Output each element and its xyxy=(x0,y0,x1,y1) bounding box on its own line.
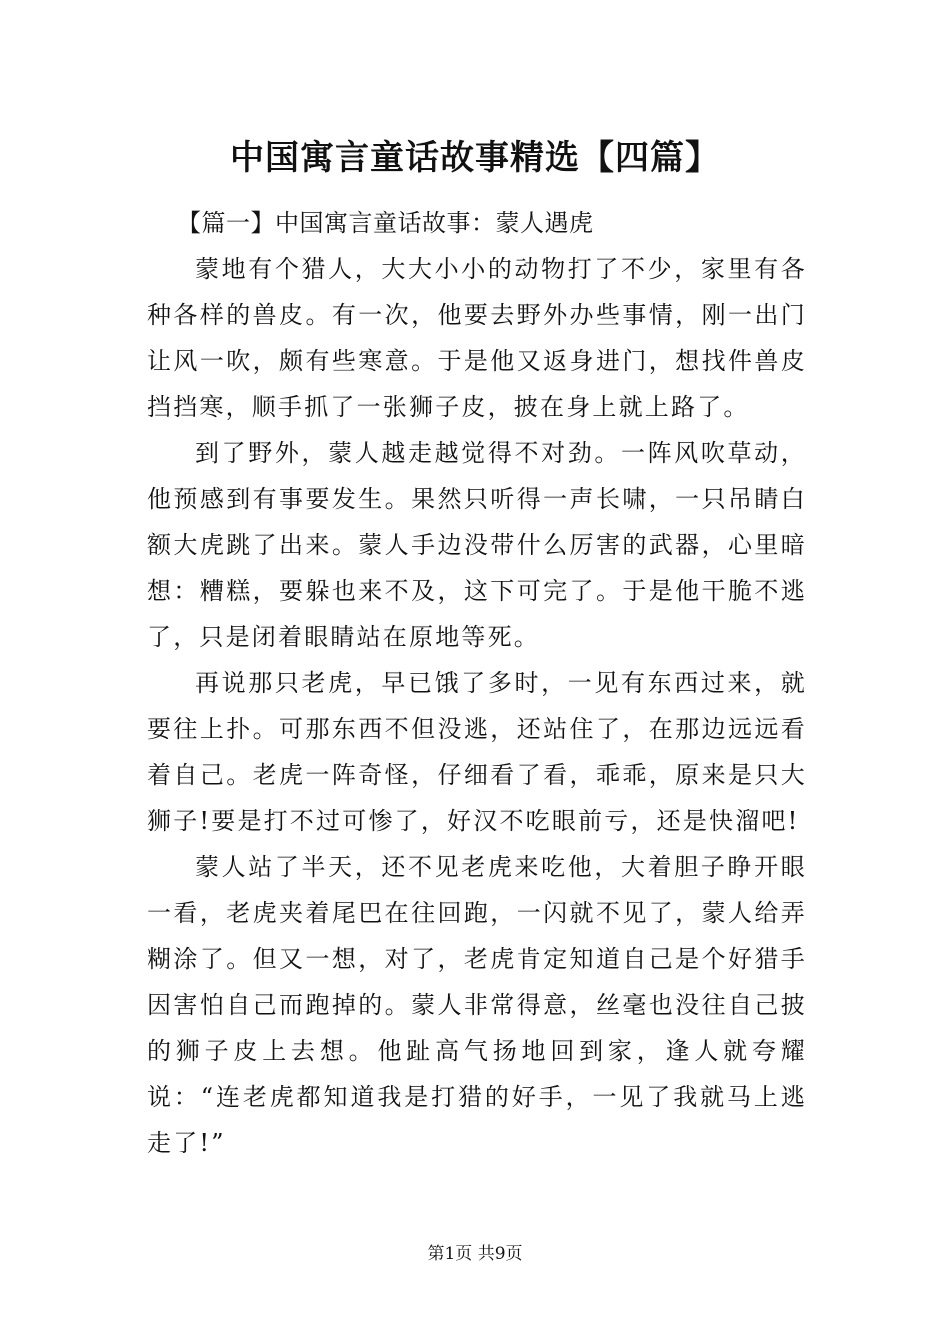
paragraph-2: 到了野外，蒙人越走越觉得不对劲。一阵风吹草动，他预感到有事要发生。果然只听得一声长啸，一只吊睛白额大虎跳了出来。蒙人手边没带什么厉害的武器，心里暗想：糟糕，要躲也来不及，这下可完了。于是他干脆不逃了，只是闭着眼睛站在原地等死。 xyxy=(147,439,807,651)
document-title: 中国寓言童话故事精选【四篇】 xyxy=(230,138,720,178)
paragraph-3: 再说那只老虎，早已饿了多时，一见有东西过来，就要往上扑。可那东西不但没逃，还站住了，在那边远远看着自己。老虎一阵奇怪，仔细看了看，乖乖，原来是只大狮子!要是打不过可惨了，好汉不吃眼前亏，还是快溜吧! xyxy=(147,669,807,835)
document-body xyxy=(147,200,807,1166)
paragraph-4: 蒙人站了半天，还不见老虎来吃他，大着胆子睁开眼一看，老虎夹着尾巴在往回跑，一闪就不见了，蒙人给弄糊涂了。但又一想，对了，老虎肯定知道自己是个好猎手因害怕自己而跑掉的。蒙人非常得意，丝毫也没往自己披的狮子皮上去想。他趾高气扬地回到家，逢人就夸耀说：“连老虎都知道我是打猎的好手，一见了我就马上逃走了!” xyxy=(147,853,807,1157)
paragraph-1: 蒙地有个猎人，大大小小的动物打了不少，家里有各种各样的兽皮。有一次，他要去野外办些事情，刚一出门让风一吹，颇有些寒意。于是他又返身进门，想找件兽皮挡挡寒，顺手抓了一张狮子皮，披在身上就上路了。 xyxy=(147,255,807,421)
page-footer: 第1页 共9页 xyxy=(427,1244,523,1264)
section-heading: 【篇一】中国寓言童话故事：蒙人遇虎 xyxy=(177,209,594,237)
